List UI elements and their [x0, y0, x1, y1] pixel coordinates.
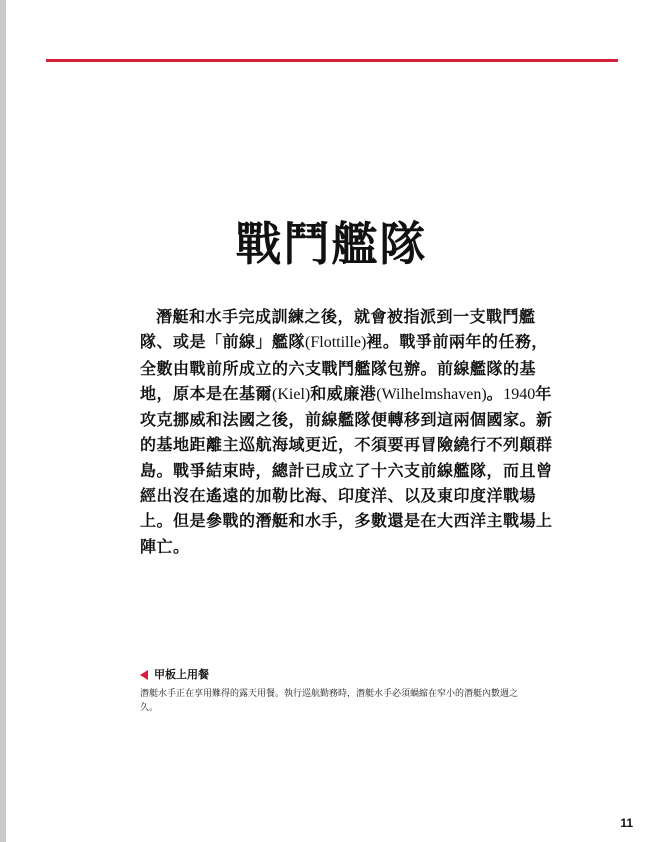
page-title: 戰鬥艦隊: [235, 217, 428, 271]
photo-caption: [140, 668, 540, 715]
body-text-run: 裡。戰爭前兩年的任務，: [366, 332, 548, 352]
body-latin-run: 1940: [503, 385, 536, 403]
triangle-pointer-icon: [140, 670, 148, 680]
body-latin-run: (Kiel): [272, 385, 311, 403]
caption-text: [140, 687, 540, 715]
body-line: 島。戰爭結束時，總計已成立了十六支前線艦隊，而且曾: [140, 460, 553, 480]
body-line: [140, 381, 552, 407]
caption-heading-row: [140, 668, 540, 682]
header-rule: [46, 59, 618, 62]
body-text-run: 。: [486, 383, 504, 403]
body-text-run: 和威廉港: [310, 383, 377, 403]
body-line: 潛艇和水手完成訓練之後，就會被指派到一支戰鬥艦: [156, 307, 536, 326]
body-line: 的基地距離主巡航海域更近，不須要再冒險繞行不列顛群: [140, 435, 553, 455]
page-edge-rule: [0, 0, 6, 842]
body-line: 上。但是參戰的潛艇和水手，多數還是在大西洋主戰場上: [140, 511, 553, 531]
body-latin-run: (Flottille): [305, 334, 367, 352]
caption-heading: 甲板上用餐: [154, 668, 209, 681]
caption-line: 久。: [140, 703, 159, 713]
caption-line: 潛艇水手正在享用難得的露天用餐。執行巡航勤務時，潛艇水手必須蝸縮在窄小的潛艇內數週之: [140, 689, 519, 699]
body-line: 攻克挪威和法國之後，前線艦隊便轉移到這兩個國家。新: [140, 410, 553, 430]
body-line: 全數由戰前所成立的六支戰鬥艦隊包辦。前線艦隊的基: [140, 358, 537, 378]
page-number: 11: [620, 816, 633, 830]
body-text-run: 隊、或是「前線」艦隊: [140, 332, 306, 352]
body-text-run: 年: [535, 383, 552, 403]
body-latin-run: (Wilhelmshaven): [376, 385, 487, 403]
body-text-run: 地，原本是在基爾: [140, 383, 273, 403]
body-line: 陣亡。: [140, 536, 190, 556]
body-paragraph: [140, 304, 553, 559]
body-line: 經出沒在遙遠的加勒比海、印度洋、以及東印度洋戰場: [140, 486, 537, 506]
body-line: [140, 329, 548, 355]
